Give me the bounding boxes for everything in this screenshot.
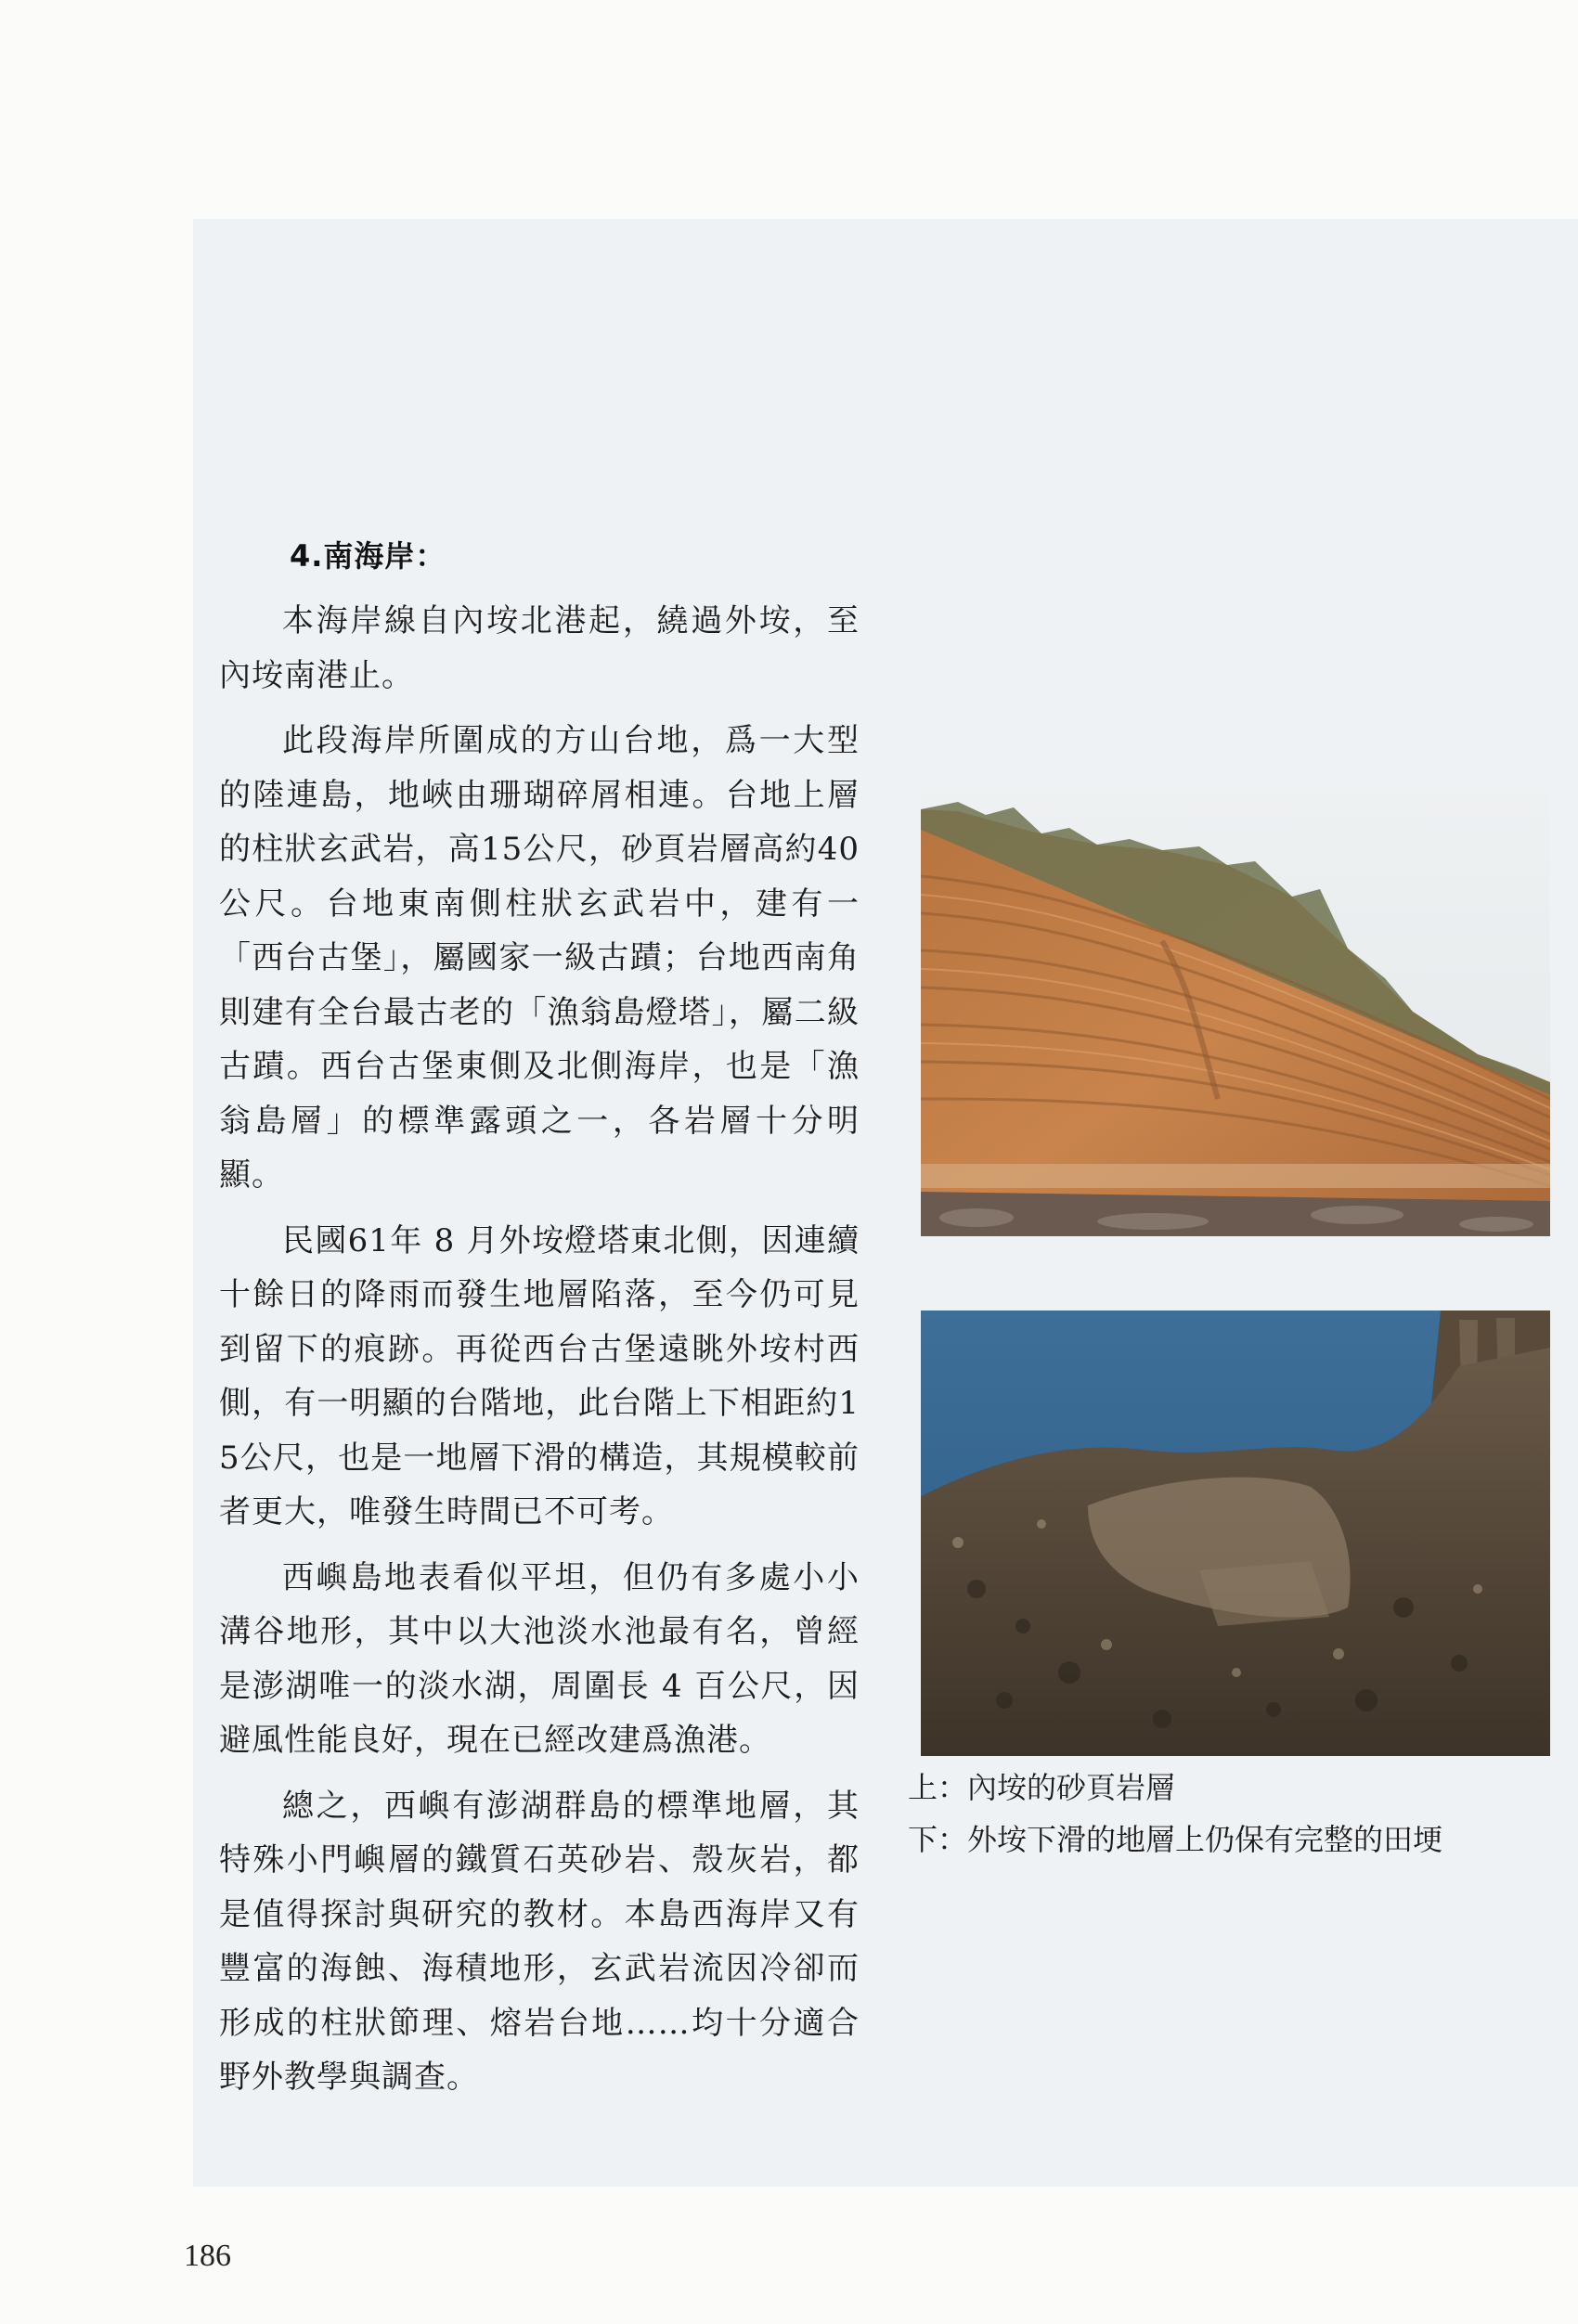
- section-heading: 4.南海岸：: [290, 538, 446, 574]
- paragraph-2: 此段海岸所圍成的方山台地，爲一大型的陸連島，地峽由珊瑚碎屑相連。台地上層的柱狀玄武岩，高15公尺，砂頁岩層高約40公尺。台地東南側柱狀玄武岩中，建有一「西台古堡」，屬國家一級古蹟；台地西南角則建有全台最古老的「漁翁島燈塔」，屬二級古蹟。西台古堡東側及北側海岸，也是「漁翁島層」的標準露頭之一，各岩層十分明顯。: [219, 722, 860, 1194]
- article-text-column: [219, 529, 860, 2116]
- page-number: 186: [184, 2239, 231, 2273]
- photo-captions: [908, 1762, 1558, 1866]
- caption-bottom-photo: 下：外垵下滑的地層上仍保有完整的田埂: [908, 1822, 1443, 1857]
- sandstone-cliff-photo: [921, 793, 1550, 1236]
- paragraph-1: 本海岸線自內垵北港起，繞過外垵，至內垵南港止。: [219, 602, 860, 694]
- caption-top-photo: 上：內垵的砂頁岩層: [908, 1770, 1176, 1805]
- paragraph-4: 西嶼島地表看似平坦，但仍有多處小小溝谷地形，其中以大池淡水池最有名，曾經是澎湖唯一的淡水湖，周圍長 4 百公尺，因避風性能良好，現在已經改建爲漁港。: [219, 1558, 860, 1759]
- paragraph-3: 民國61年 8 月外垵燈塔東北側，因連續十餘日的降雨而發生地層陷落，至今仍可見到留下的痕跡。再從西台古堡遠眺外垵村西側，有一明顯的台階地，此台階上下相距約15公尺，也是一地層下滑的構造，其規模較前者更大，唯發生時間已不可考。: [219, 1221, 860, 1530]
- paragraph-5: 總之，西嶼有澎湖群島的標準地層，其特殊小門嶼層的鐵質石英砂岩、殼灰岩，都是值得探討與研究的教材。本島西海岸又有豐富的海蝕、海積地形，玄武岩流因冷卻而形成的柱狀節理、熔岩台地……均十分適合野外教學與調查。: [219, 1787, 860, 2096]
- landslide-terrace-photo: [921, 1310, 1550, 1756]
